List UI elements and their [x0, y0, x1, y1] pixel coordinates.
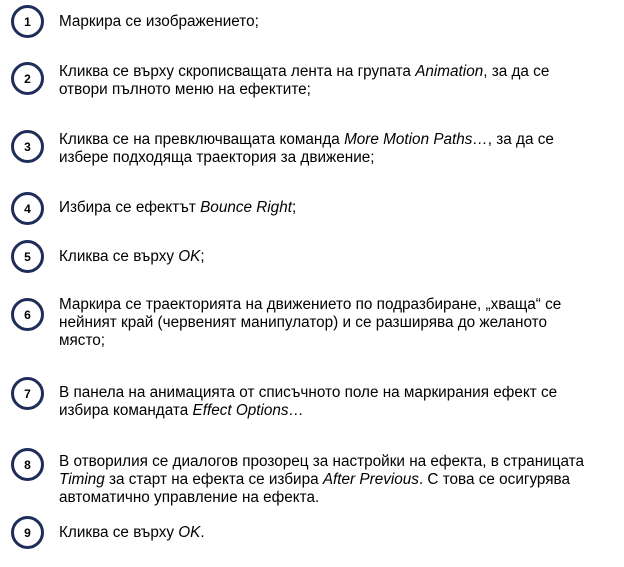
step-text-italic: OK — [178, 248, 201, 265]
step-text-italic: After Previous — [322, 471, 419, 488]
step-number-badge: 8 — [11, 448, 44, 481]
step-number-badge: 5 — [11, 240, 44, 273]
step-text-italic: Effect Options… — [192, 402, 304, 419]
step-text-italic: Bounce Right — [200, 199, 292, 216]
step-text-part: за старт на ефекта се избира — [104, 471, 323, 488]
step-text-part: , за да се отвори пълното меню на ефектите; — [59, 63, 550, 98]
step-text-part: , за да се избере подходяща траектория за движение; — [59, 131, 554, 166]
step-number-badge: 2 — [11, 62, 44, 95]
step-text-part: Кликва се върху — [59, 248, 179, 265]
step-text-italic: More Motion Paths… — [344, 131, 488, 148]
step-text-part: Кликва се върху — [59, 524, 179, 541]
step-text-part: Избира се ефектът — [59, 199, 201, 216]
step-text-part: . С това се осигурява автоматично управление на ефекта. — [59, 471, 571, 506]
step-number-badge: 4 — [11, 192, 44, 225]
step-text-part: Кликва се на превключващата команда — [59, 131, 345, 148]
step-text — [59, 63, 619, 99]
step-text — [59, 296, 619, 350]
step-text-part: ; — [291, 199, 297, 216]
step-text — [59, 384, 619, 420]
step-text-italic: Animation — [415, 63, 484, 80]
step-text — [59, 524, 619, 542]
step-text-part: Кликва се върху скрописващата лента на групата — [59, 63, 416, 80]
step-text-part: . — [200, 524, 205, 541]
step-text — [59, 453, 619, 507]
step-text-part: Маркира се траекторията на движението по подразбиране, „хваща“ се нейният край (червеният манипулатор) и се разширява до желаното място; — [59, 296, 562, 349]
step-number-badge: 1 — [11, 5, 44, 38]
step-text-part: ; — [200, 248, 205, 265]
step-text-part: В панела на анимацията от списъчното поле на маркирания ефект се избира командата — [59, 384, 558, 419]
step-text-part: В отворилия се диалогов прозорец за настройки на ефекта, в страницата — [59, 453, 585, 470]
step-number-badge: 7 — [11, 377, 44, 410]
step-text — [59, 131, 619, 167]
step-number-badge: 9 — [11, 516, 44, 549]
step-text — [59, 248, 619, 266]
step-text — [59, 13, 619, 31]
step-text-italic: Timing — [59, 471, 105, 488]
step-number-badge: 3 — [11, 130, 44, 163]
step-text — [59, 199, 619, 217]
step-text-italic: OK — [178, 524, 201, 541]
step-number-badge: 6 — [11, 298, 44, 331]
step-text-part: Маркира се изображението; — [59, 13, 259, 30]
